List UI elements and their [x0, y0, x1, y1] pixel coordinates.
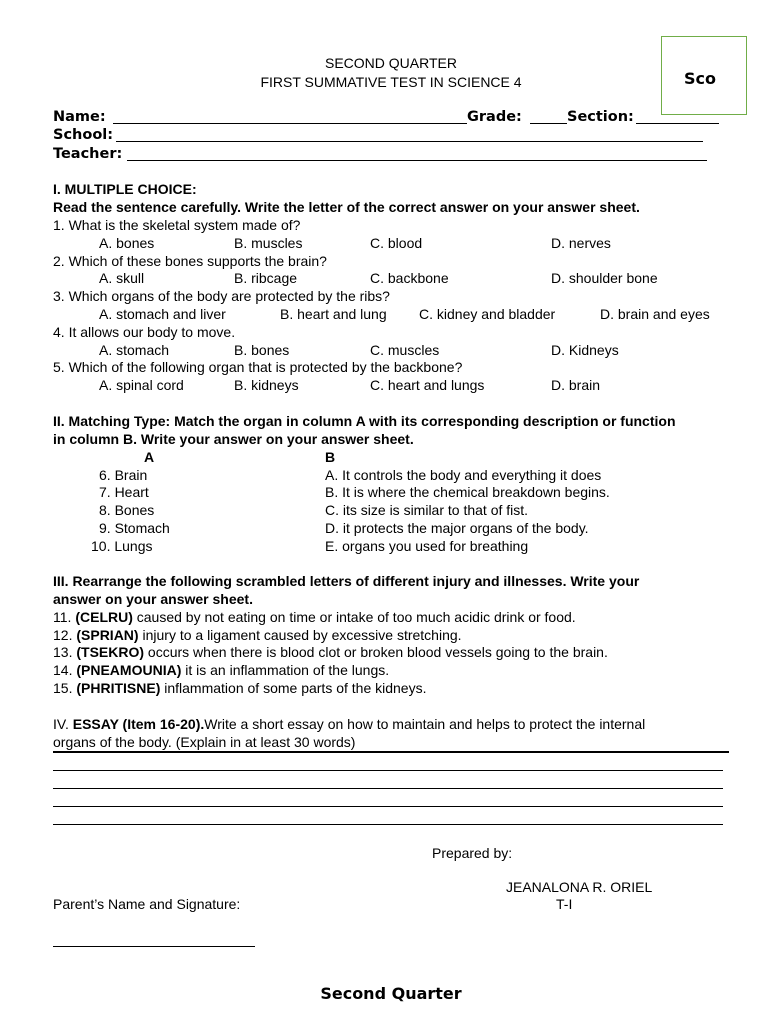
- scramble-item-11: [53, 608, 576, 626]
- part2-title-line-2: in column B. Write your answer on your answer sheet.: [53, 431, 414, 447]
- scramble-clue: inflammation of some parts of the kidneys.: [160, 680, 427, 696]
- part4-instruction: Write a short essay on how to maintain and helps to protect the internal: [204, 716, 646, 732]
- q1-option-c: C. blood: [370, 235, 423, 251]
- school-label: School:: [53, 127, 114, 143]
- part1-title: I. MULTIPLE CHOICE:: [53, 181, 197, 197]
- column-a-header: A: [144, 449, 155, 465]
- essay-line-5[interactable]: [53, 824, 723, 825]
- scramble-num: 14.: [53, 662, 73, 678]
- part4-line-1: [53, 715, 645, 733]
- scramble-item-13: [53, 643, 608, 661]
- column-b-header: B: [325, 449, 336, 465]
- q1-option-d: D. nerves: [551, 235, 611, 251]
- section-blank[interactable]: [636, 123, 719, 124]
- essay-line-2[interactable]: [53, 770, 723, 771]
- scramble-word: (CELRU): [71, 609, 133, 625]
- q5-option-a: A. spinal cord: [99, 377, 184, 393]
- question-1: 1. What is the skeletal system made of?: [53, 217, 301, 233]
- match-a-7: 7. Heart: [99, 484, 149, 500]
- teacher-title: T-I: [556, 896, 573, 912]
- essay-line-4[interactable]: [53, 806, 723, 807]
- scramble-num: 15.: [53, 680, 73, 696]
- match-a-6: 6. Brain: [99, 467, 148, 483]
- q5-option-b: B. kidneys: [234, 377, 299, 393]
- header-line-2: FIRST SUMMATIVE TEST IN SCIENCE 4: [260, 74, 522, 90]
- grade-label: Grade:: [467, 109, 522, 125]
- match-b-e: E. organs you used for breathing: [325, 538, 529, 554]
- q3-option-d: D. brain and eyes: [600, 306, 710, 322]
- section-label: Section:: [567, 109, 634, 125]
- q5-option-c: C. heart and lungs: [370, 377, 485, 393]
- scramble-item-12: [53, 626, 462, 644]
- match-a-10: 10. Lungs: [91, 538, 153, 554]
- q1-option-b: B. muscles: [234, 235, 303, 251]
- name-blank[interactable]: [113, 123, 467, 124]
- teacher-name: JEANALONA R. ORIEL: [506, 879, 653, 895]
- scramble-clue: occurs when there is blood clot or broken blood vessels going to the brain.: [144, 644, 608, 660]
- grade-blank[interactable]: [530, 123, 567, 124]
- scramble-clue: it is an inflammation of the lungs.: [181, 662, 390, 678]
- part1-instruction: Read the sentence carefully. Write the letter of the correct answer on your answer sheet.: [53, 199, 640, 215]
- scramble-clue: injury to a ligament caused by excessive stretching.: [138, 627, 462, 643]
- q3-option-a: A. stomach and liver: [99, 306, 226, 322]
- q5-option-d: D. brain: [551, 377, 601, 393]
- part3-title-line-2: answer on your answer sheet.: [53, 591, 253, 607]
- q4-option-d: D. Kidneys: [551, 342, 619, 358]
- teacher-label: Teacher:: [53, 146, 123, 162]
- part4-line-2: organs of the body. (Explain in at least 30 words): [53, 734, 356, 750]
- score-label: Sco: [684, 69, 716, 88]
- match-b-a: A. It controls the body and everything it does: [325, 467, 602, 483]
- part3-title-line-1: III. Rearrange the following scrambled letters of different injury and illnesses. Write your: [53, 573, 640, 589]
- q2-option-a: A. skull: [99, 270, 145, 286]
- match-b-b: B. It is where the chemical breakdown begins.: [325, 484, 610, 500]
- parent-signature-line[interactable]: [53, 946, 255, 947]
- header-line-1: SECOND QUARTER: [325, 55, 457, 71]
- parent-signature-label: Parent’s Name and Signature:: [53, 896, 241, 912]
- essay-line-3[interactable]: [53, 788, 723, 789]
- match-a-8: 8. Bones: [99, 502, 155, 518]
- scramble-num: 12.: [53, 627, 73, 643]
- scramble-item-14: [53, 661, 389, 679]
- part4-bold-title: ESSAY (Item 16-20).: [72, 716, 205, 732]
- q3-option-b: B. heart and lung: [280, 306, 387, 322]
- score-box: [661, 36, 747, 115]
- school-blank[interactable]: [116, 141, 703, 142]
- scramble-word: (SPRIAN): [72, 627, 139, 643]
- essay-line-1[interactable]: [53, 751, 729, 753]
- scramble-item-15: [53, 679, 426, 697]
- q4-option-a: A. stomach: [99, 342, 170, 358]
- question-4: 4. It allows our body to move.: [53, 324, 236, 340]
- scramble-word: (PNEAMOUNIA): [72, 662, 182, 678]
- match-b-d: D. it protects the major organs of the body.: [325, 520, 589, 536]
- part2-title-line-1: II. Matching Type: Match the organ in column A with its corresponding description or function: [53, 413, 676, 429]
- question-5: 5. Which of the following organ that is protected by the backbone?: [53, 359, 463, 375]
- q2-option-d: D. shoulder bone: [551, 270, 658, 286]
- q3-option-c: C. kidney and bladder: [419, 306, 556, 322]
- q4-option-c: C. muscles: [370, 342, 440, 358]
- next-page-title: Second Quarter: [320, 984, 462, 1003]
- q4-option-b: B. bones: [234, 342, 290, 358]
- name-label: Name:: [53, 109, 106, 125]
- q1-option-a: A. bones: [99, 235, 155, 251]
- q2-option-c: C. backbone: [370, 270, 449, 286]
- prepared-by-label: Prepared by:: [432, 845, 513, 861]
- scramble-num: 13.: [53, 644, 73, 660]
- scramble-word: (PHRITISNE): [72, 680, 161, 696]
- scramble-word: (TSEKRO): [72, 644, 145, 660]
- match-a-9: 9. Stomach: [99, 520, 170, 536]
- part4-prefix: IV.: [53, 716, 73, 732]
- question-2: 2. Which of these bones supports the brain?: [53, 253, 327, 269]
- q2-option-b: B. ribcage: [234, 270, 298, 286]
- scramble-num: 11.: [53, 609, 72, 625]
- question-3: 3. Which organs of the body are protected by the ribs?: [53, 288, 390, 304]
- teacher-blank[interactable]: [127, 160, 707, 161]
- scramble-clue: caused by not eating on time or intake of too much acidic drink or food.: [132, 609, 576, 625]
- match-b-c: C. its size is similar to that of fist.: [325, 502, 529, 518]
